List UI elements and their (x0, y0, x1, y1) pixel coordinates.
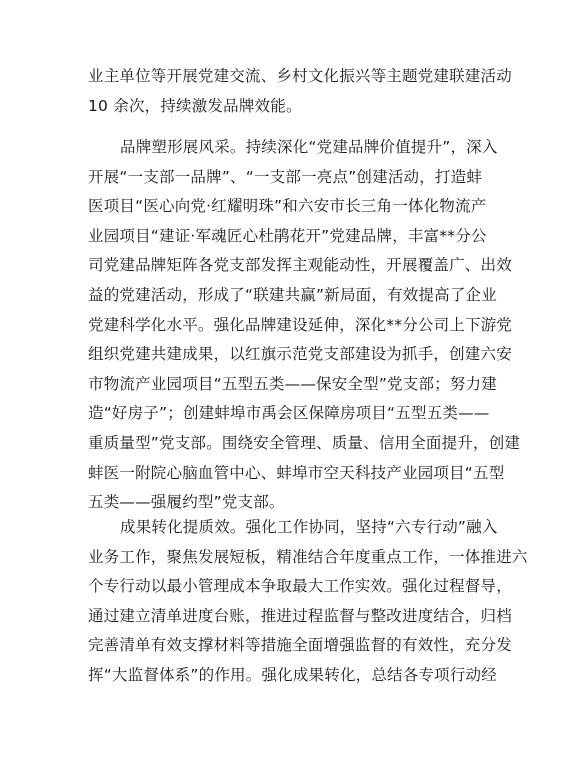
paragraph-line: 益的党建活动，形成了“联建共赢”新局面，有效提高了企业 (88, 285, 497, 304)
paragraph-line: 重质量型”党支部。围绕安全管理、质量、信用全面提升，创建 (88, 433, 521, 452)
paragraph-line: 五类——强履约型”党支部。 (88, 493, 285, 512)
paragraph-line: 医项目“医心向党·红耀明珠”和六安市长三角一体化物流产 (88, 197, 487, 216)
paragraph-line: 市物流产业园项目“五型五类——保安全型”党支部；努力建 (88, 374, 497, 393)
paragraph-line: 个专行动以最小管理成本争取最大工作实效。强化过程督导， (88, 577, 512, 596)
paragraph-line: 司党建品牌矩阵各党支部发挥主观能动性，开展覆盖广、出效 (88, 256, 512, 275)
paragraph-line: 蚌医一附院心脑血管中心、蚌埠市空天科技产业园项目“五型 (88, 463, 505, 482)
paragraph-line: 挥“大监督体系”的作用。强化成果转化，总结各专项行动经 (88, 665, 497, 684)
paragraph-line: 业主单位等开展党建交流、乡村文化振兴等主题党建联建活动 (88, 67, 512, 85)
paragraph-1 (88, 62, 512, 121)
paragraph-line: 10 余次，持续激发品牌效能。 (88, 96, 302, 115)
paragraph-line: 组织党建共建成果，以红旗示范党支部建设为抓手，创建六安 (88, 345, 512, 364)
paragraph-line: 党建科学化水平。强化品牌建设延伸，深化**分公司上下游党 (88, 315, 513, 334)
paragraph-2 (88, 133, 521, 518)
paragraph-line: 成果转化提质效。强化工作协同，坚持“六专行动”融入 (120, 518, 498, 536)
paragraph-line: 品牌塑形展风采。持续深化“党建品牌价值提升”，深入 (120, 138, 498, 156)
paragraph-line: 开展“一支部一品牌”、“一支部一亮点”创建活动，打造蚌 (88, 167, 483, 186)
paragraph-line: 业务工作，聚焦发展短板，精准结合年度重点工作，一体推进六 (88, 547, 528, 566)
paragraph-line: 造“好房子”；创建蚌埠市禹会区保障房项目“五型五类—— (88, 404, 490, 423)
paragraph-line: 业园项目“建证·军魂匠心杜鹃花开”党建品牌，丰富**分公 (88, 226, 487, 245)
paragraph-line: 通过建立清单进度台账，推进过程监督与整改进度结合，归档 (88, 606, 512, 625)
paragraph-line: 完善清单有效支撑材料等措施全面增强监督的有效性，充分发 (88, 636, 512, 655)
paragraph-3 (88, 513, 528, 691)
